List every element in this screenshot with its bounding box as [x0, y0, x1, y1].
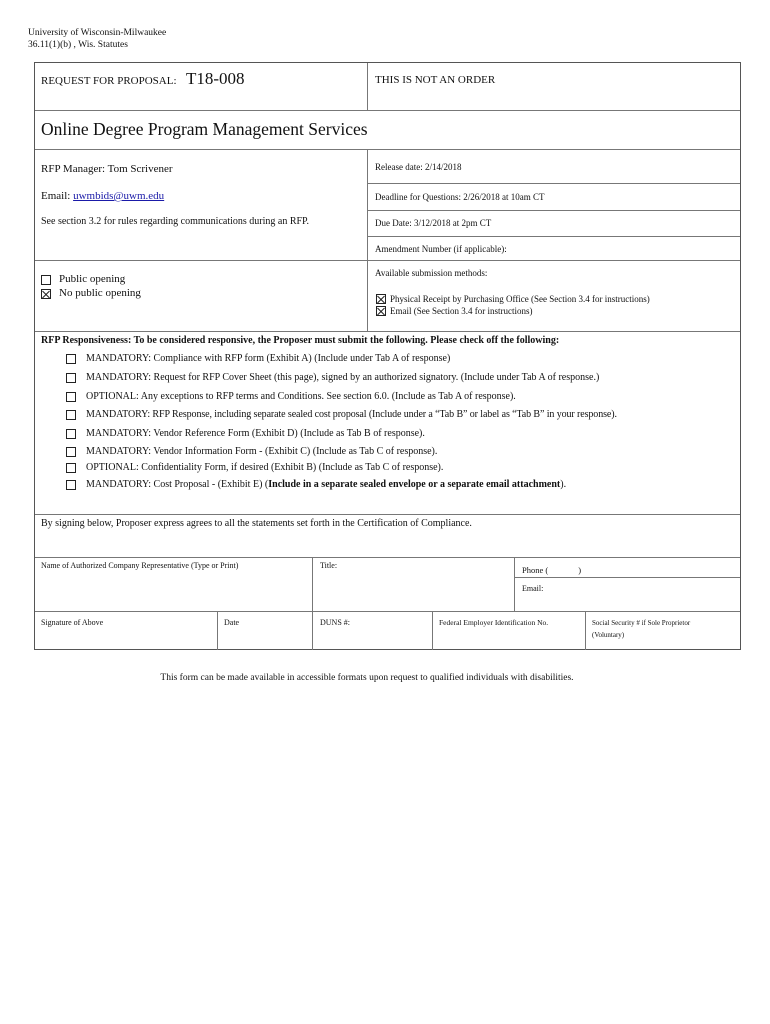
divider — [35, 611, 740, 612]
optional-checkbox[interactable] — [66, 463, 76, 473]
requirement-item: OPTIONAL: Any exceptions to RFP terms and Conditions. See section 6.0. (Include as Tab A of response). — [86, 391, 516, 402]
divider — [312, 557, 313, 650]
release-date: Release date: 2/14/2018 — [375, 162, 462, 172]
ssn-voluntary: (Voluntary) — [592, 631, 625, 639]
divider — [367, 63, 368, 110]
phone-paren: ) — [578, 565, 582, 575]
document-header — [28, 27, 166, 51]
divider — [217, 611, 218, 650]
divider — [585, 611, 586, 650]
divider — [367, 236, 740, 237]
signature-field[interactable]: Signature of Above — [41, 618, 104, 627]
divider — [35, 149, 740, 150]
amendment-number: Amendment Number (if applicable): — [375, 244, 507, 254]
rfp-label: REQUEST FOR PROPOSAL: — [41, 75, 177, 87]
fein-field[interactable]: Federal Employer Identification No. — [439, 618, 549, 627]
title-field[interactable]: Title: — [320, 561, 338, 570]
requirement-item: MANDATORY: Vendor Information Form - (Exhibit C) (Include as Tab C of response). — [86, 446, 438, 457]
manager-email-link[interactable]: uwmbids@uwm.edu — [73, 190, 165, 202]
rfp-cover-sheet-form — [34, 62, 741, 650]
optional-checkbox[interactable] — [66, 392, 76, 402]
duns-field[interactable]: DUNS #: — [320, 618, 351, 627]
requirement-item: OPTIONAL: Confidentiality Form, if desired (Exhibit B) (Include as Tab C of response). — [86, 462, 444, 473]
divider — [367, 210, 740, 211]
ssn-label: Social Security # if Sole Proprietor — [592, 619, 691, 627]
representative-name-field[interactable]: Name of Authorized Company Representative (Type or Print) — [41, 561, 239, 570]
divider — [35, 557, 740, 558]
university-name: University of Wisconsin-Milwaukee — [28, 28, 167, 38]
mandatory-checkbox[interactable] — [66, 480, 76, 490]
email-submission-checkbox[interactable] — [376, 306, 386, 316]
divider — [35, 110, 740, 111]
mandatory-checkbox[interactable] — [66, 447, 76, 457]
requirement-item: MANDATORY: Request for RFP Cover Sheet (this page), signed by an authorized signatory. (Include under Tab A of response.) — [86, 372, 600, 383]
statute-reference: 36.11(1)(b) , Wis. Statutes — [28, 40, 128, 50]
email-field[interactable]: Email: — [522, 584, 544, 593]
no-public-opening-label: No public opening — [59, 287, 141, 299]
physical-receipt-label: Physical Receipt by Purchasing Office (See Section 3.4 for instructions) — [390, 294, 650, 304]
rfp-title: Online Degree Program Management Services — [41, 119, 368, 139]
public-opening-label: Public opening — [59, 273, 126, 285]
email-submission-label: Email (See Section 3.4 for instructions) — [390, 306, 533, 316]
physical-receipt-checkbox[interactable] — [376, 294, 386, 304]
divider — [514, 557, 515, 611]
rfp-number: T18-008 — [186, 69, 245, 88]
phone-label: Phone ( — [522, 565, 549, 575]
requirement-item — [86, 479, 566, 490]
requirement-text-end: ). — [560, 479, 567, 490]
no-public-opening-checkbox[interactable] — [41, 289, 51, 299]
questions-deadline: Deadline for Questions: 2/26/2018 at 10am CT — [375, 192, 545, 202]
divider — [367, 149, 368, 260]
divider — [35, 514, 740, 515]
date-field[interactable]: Date — [224, 618, 240, 627]
email-label: Email: — [41, 190, 71, 202]
divider — [35, 331, 740, 332]
divider — [367, 183, 740, 184]
communications-note: See section 3.2 for rules regarding communications during an RFP. — [41, 216, 310, 227]
mandatory-checkbox[interactable] — [66, 373, 76, 383]
submission-methods-label: Available submission methods: — [375, 268, 488, 278]
public-opening-checkbox[interactable] — [41, 275, 51, 285]
responsiveness-heading: RFP Responsiveness: To be considered responsive, the Proposer must submit the following. Please check off the following: — [41, 335, 560, 346]
mandatory-checkbox[interactable] — [66, 429, 76, 439]
not-an-order-notice: THIS IS NOT AN ORDER — [375, 74, 496, 86]
due-date: Due Date: 3/12/2018 at 2pm CT — [375, 218, 492, 228]
mandatory-checkbox[interactable] — [66, 354, 76, 364]
phone-field[interactable] — [522, 565, 581, 575]
divider — [514, 577, 740, 578]
rfp-manager: RFP Manager: Tom Scrivener — [41, 163, 173, 175]
certification-statement: By signing below, Proposer express agrees to all the statements set forth in the Certification of Compliance. — [41, 518, 472, 529]
requirement-item: MANDATORY: RFP Response, including separate sealed cost proposal (Include under a “Tab B” or label as “Tab B” in your response). — [86, 409, 617, 420]
requirement-text: MANDATORY: Cost Proposal - (Exhibit E) ( — [86, 479, 269, 490]
requirement-emphasis: Include in a separate sealed envelope or a separate email attachment — [268, 479, 561, 490]
email-line — [41, 190, 164, 202]
mandatory-checkbox[interactable] — [66, 410, 76, 420]
divider — [367, 260, 368, 331]
requirement-item: MANDATORY: Vendor Reference Form (Exhibit D) (Include as Tab B of response). — [86, 428, 425, 439]
ssn-field[interactable] — [592, 617, 690, 641]
accessibility-note: This form can be made available in accessible formats upon request to qualified individuals with disabilities. — [160, 673, 574, 683]
divider — [35, 260, 740, 261]
requirement-item: MANDATORY: Compliance with RFP form (Exhibit A) (Include under Tab A of response) — [86, 353, 451, 364]
divider — [432, 611, 433, 650]
